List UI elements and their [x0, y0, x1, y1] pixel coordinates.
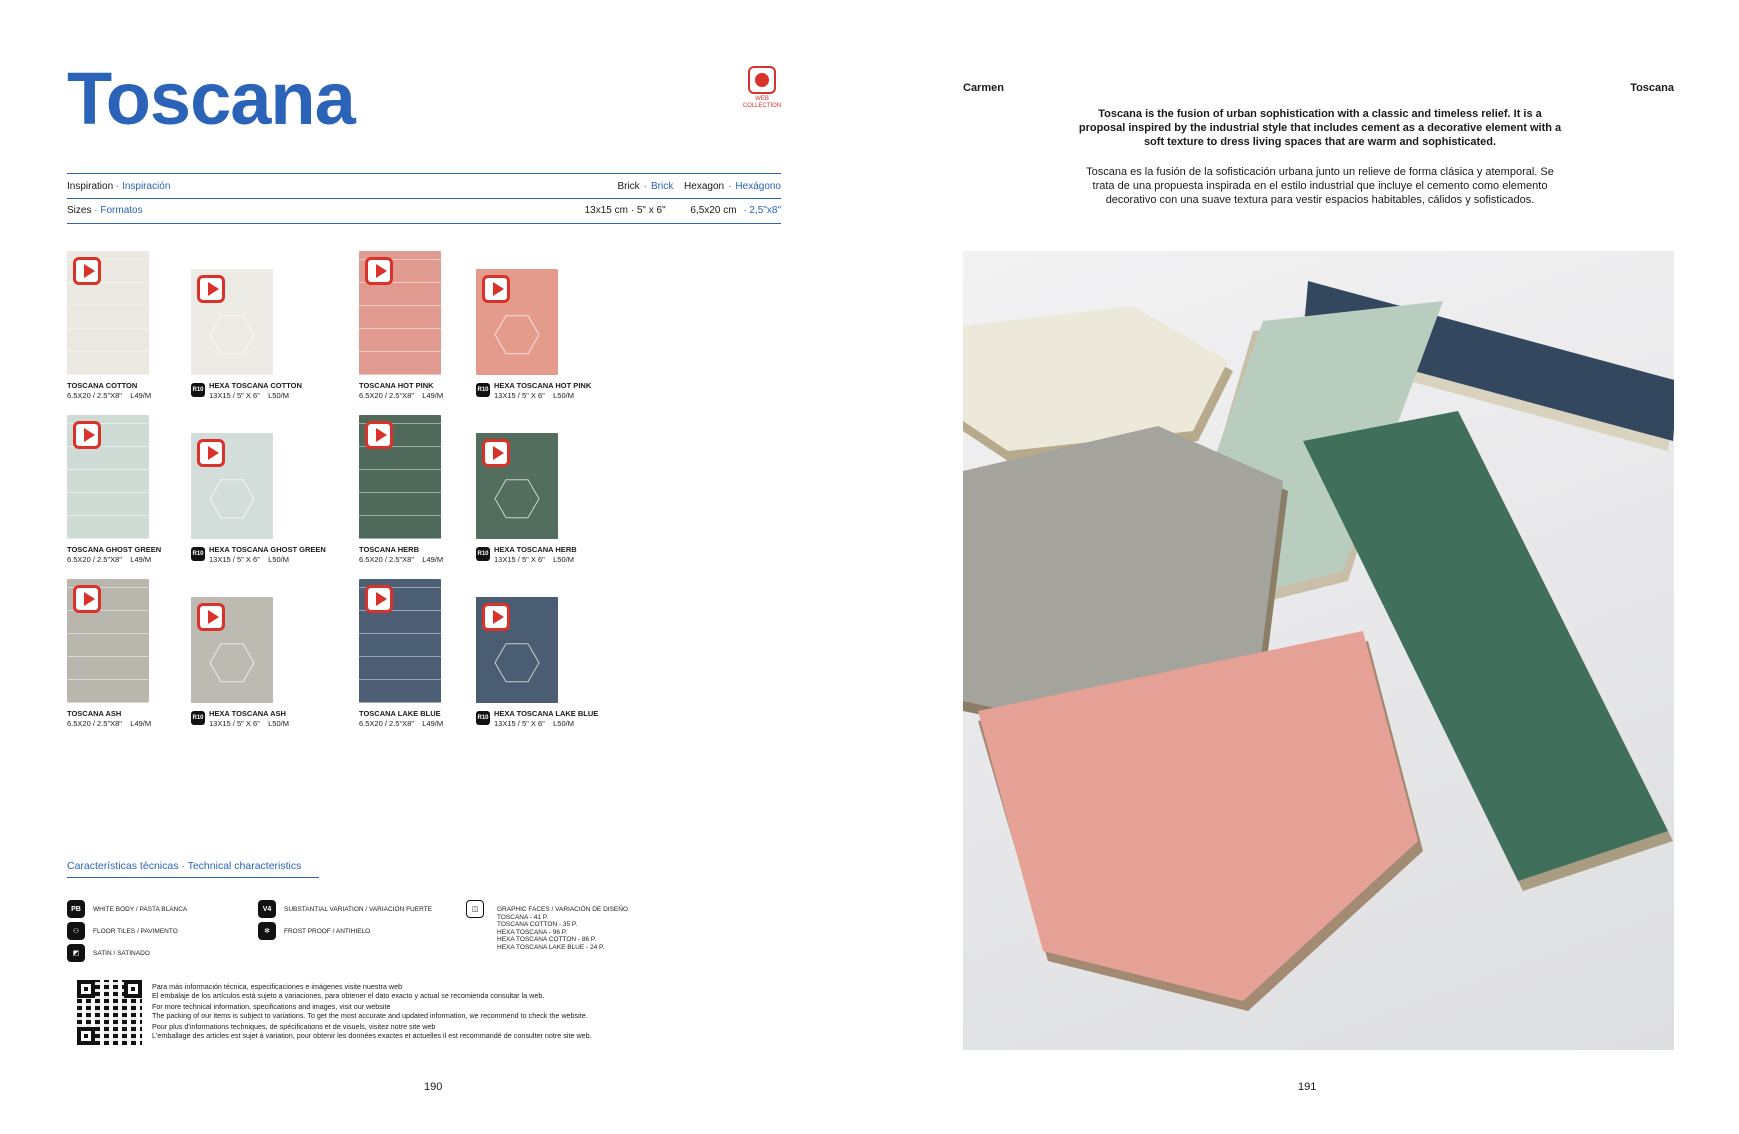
tile-name: HEXA TOSCANA GHOST GREEN [209, 545, 326, 554]
slip-resistance-badge: R10 [476, 711, 490, 725]
page-number-left: 190 [424, 1081, 443, 1093]
info-es-1: Para más información técnica, especificaciones e imágenes visite nuestra web [152, 982, 403, 991]
slip-resistance-badge: R10 [191, 547, 205, 561]
tile-size: 6.5X20 / 2.5"X8" L49/M [359, 391, 444, 400]
play-video-icon[interactable] [365, 421, 393, 449]
intro-spanish: Toscana es la fusión de la sofisticación urbana junto un relieve de forma clásica y atemporal. Se trata de una propuesta inspirada en el estilo industrial que incluye el cemento como elemento decorativo con una suave textura para vestir espacios habitables, cálidos y sofisticados. [1086, 166, 1554, 206]
separator: · [643, 181, 648, 192]
page-number-right: 191 [1298, 1081, 1317, 1093]
satin-icon: ◩ [67, 944, 85, 962]
white-body-icon: PB [67, 900, 85, 918]
play-video-icon[interactable] [197, 439, 225, 467]
web-collection-label-1: WEB [755, 96, 769, 102]
brick-en: Brick [617, 181, 640, 192]
tile-name: TOSCANA GHOST GREEN [67, 545, 162, 554]
info-en-1: For more technical information, specifications and images, visit our website [152, 1002, 391, 1011]
tile-size: 6.5X20 / 2.5"X8" L49/M [67, 555, 152, 564]
tech-graphic-faces [466, 900, 492, 918]
sizes-row [67, 205, 781, 216]
play-video-icon[interactable] [197, 275, 225, 303]
web-collection-label-2: COLLECTION [742, 103, 782, 109]
graphic-faces-icon: ◫ [466, 900, 484, 918]
header-left: Carmen [963, 82, 1004, 94]
separator: · [115, 181, 120, 192]
tile-size: 13X15 / 5" X 6" L50/M [209, 555, 289, 564]
tile-size: 6.5X20 / 2.5"X8" L49/M [359, 719, 444, 728]
slip-resistance-badge: R10 [476, 383, 490, 397]
brick-es: Brick [651, 181, 674, 192]
tile-size: 6.5X20 / 2.5"X8" L49/M [67, 719, 152, 728]
separator: · [728, 181, 732, 192]
intro-english: Toscana is the fusion of urban sophistication with a classic and timeless relief. It is a proposal inspired by the industrial style that includes cement as a decorative element with a soft texture to dress living spaces that are warm and sophisticated. [1078, 108, 1562, 148]
floor-tiles-icon: ⚇ [67, 922, 85, 940]
play-video-icon[interactable] [73, 585, 101, 613]
tile-name: TOSCANA HOT PINK [359, 381, 434, 390]
tile-size: 13X15 / 5" X 6" L50/M [209, 391, 289, 400]
technical-title: Características técnicas · Technical characteristics [67, 860, 302, 872]
graphic-faces-title: GRAPHIC FACES / VARIACIÓN DE DISEÑO [497, 906, 628, 913]
variation-icon: V4 [258, 900, 276, 918]
header-right: Toscana [1630, 82, 1674, 94]
hexagon-es: Hexágono [735, 181, 781, 192]
separator: · [94, 205, 98, 216]
play-video-icon[interactable] [482, 603, 510, 631]
tile-name: HEXA TOSCANA ASH [209, 709, 286, 718]
qr-code[interactable] [77, 980, 142, 1045]
tech-floor-tiles [67, 922, 178, 940]
tile-name: TOSCANA COTTON [67, 381, 138, 390]
tech-variation [258, 900, 432, 918]
play-video-icon[interactable] [197, 603, 225, 631]
tile-size: 13X15 / 5" X 6" L50/M [494, 391, 574, 400]
divider [67, 173, 781, 174]
tech-label: SATIN / SATINADO [93, 949, 150, 957]
collection-title: Toscana [67, 57, 355, 140]
graphic-faces-line: TOSCANA - 41 P. [497, 913, 549, 921]
info-en-2: The packing of our items is subject to variations. To get the most accurate and updated information, we recommend to check the website. [152, 1011, 588, 1020]
frost-proof-icon: ✻ [258, 922, 276, 940]
play-video-icon[interactable] [482, 439, 510, 467]
divider [67, 877, 319, 878]
graphic-faces-line: HEXA TOSCANA COTTON - 86 P. [497, 936, 597, 943]
tech-label: FLOOR TILES / PAVIMENTO [93, 927, 178, 935]
graphic-faces-line: HEXA TOSCANA LAKE BLUE - 24 P. [497, 943, 605, 951]
tile-name: TOSCANA LAKE BLUE [359, 709, 441, 718]
hex-size-inches: · 2,5"x8" [743, 205, 781, 216]
hex-size: 6,5x20 cm [690, 205, 737, 216]
tile-name: HEXA TOSCANA HERB [494, 545, 577, 554]
inspiration-label-en: Inspiration [67, 181, 114, 192]
play-video-icon[interactable] [73, 257, 101, 285]
slip-resistance-badge: R10 [191, 711, 205, 725]
divider [67, 223, 781, 224]
brick-size: 13x15 cm · 5" x 6" [584, 205, 666, 216]
tech-label: SUBSTANTIAL VARIATION / VARIACIÓN FUERTE [284, 905, 432, 913]
graphic-faces-list [497, 906, 628, 951]
hexagon-en: Hexagon [684, 181, 725, 192]
tile-size: 6.5X20 / 2.5"X8" L49/M [359, 555, 444, 564]
divider [67, 198, 781, 199]
play-video-icon[interactable] [482, 275, 510, 303]
info-fr-1: Pour plus d'informations techniques, de spécifications et de visuels, visitez notre site web [152, 1022, 436, 1031]
tile-name: HEXA TOSCANA HOT PINK [494, 381, 592, 390]
slip-resistance-badge: R10 [476, 547, 490, 561]
tech-satin [67, 944, 150, 962]
tile-size: 13X15 / 5" X 6" L50/M [209, 719, 289, 728]
tile-name: HEXA TOSCANA COTTON [209, 381, 302, 390]
tile-size: 13X15 / 5" X 6" L50/M [494, 555, 574, 564]
website-info [152, 982, 672, 1042]
graphic-faces-line: TOSCANA COTTON - 35 P. [497, 921, 578, 928]
play-video-icon[interactable] [365, 585, 393, 613]
web-collection-badge[interactable] [742, 66, 782, 110]
inspiration-row [67, 181, 781, 192]
info-fr-2: L'emballage des articles est sujet à variation, pour obtenir les données exactes et actuelles il est recommandé de consulter notre site web. [152, 1031, 592, 1040]
info-es-2: El embalaje de los artículos está sujeto a variaciones, para obtener el dato exacto y actual se recomienda consultar la web. [152, 991, 545, 1000]
tile-name: TOSCANA HERB [359, 545, 420, 554]
product-photo [963, 251, 1674, 1050]
tile-size: 6.5X20 / 2.5"X8" L49/M [67, 391, 152, 400]
tech-white-body [67, 900, 187, 918]
tech-frost-proof [258, 922, 370, 940]
tile-name: HEXA TOSCANA LAKE BLUE [494, 709, 599, 718]
sizes-label-es: Formatos [100, 205, 143, 216]
play-video-icon[interactable] [365, 257, 393, 285]
slip-resistance-badge: R10 [191, 383, 205, 397]
tile-size: 13X15 / 5" X 6" L50/M [494, 719, 574, 728]
sizes-label-en: Sizes [67, 205, 92, 216]
tile-name: TOSCANA ASH [67, 709, 122, 718]
tech-label: FROST PROOF / ANTIHIELO [284, 927, 371, 935]
play-video-icon[interactable] [73, 421, 101, 449]
inspiration-label-es: Inspiración [122, 181, 171, 192]
web-collection-icon [748, 66, 776, 94]
tech-label: WHITE BODY / PASTA BLANCA [93, 905, 188, 913]
graphic-faces-line: HEXA TOSCANA - 96 P. [497, 928, 568, 936]
tiles-arrangement-illustration [963, 251, 1674, 1050]
